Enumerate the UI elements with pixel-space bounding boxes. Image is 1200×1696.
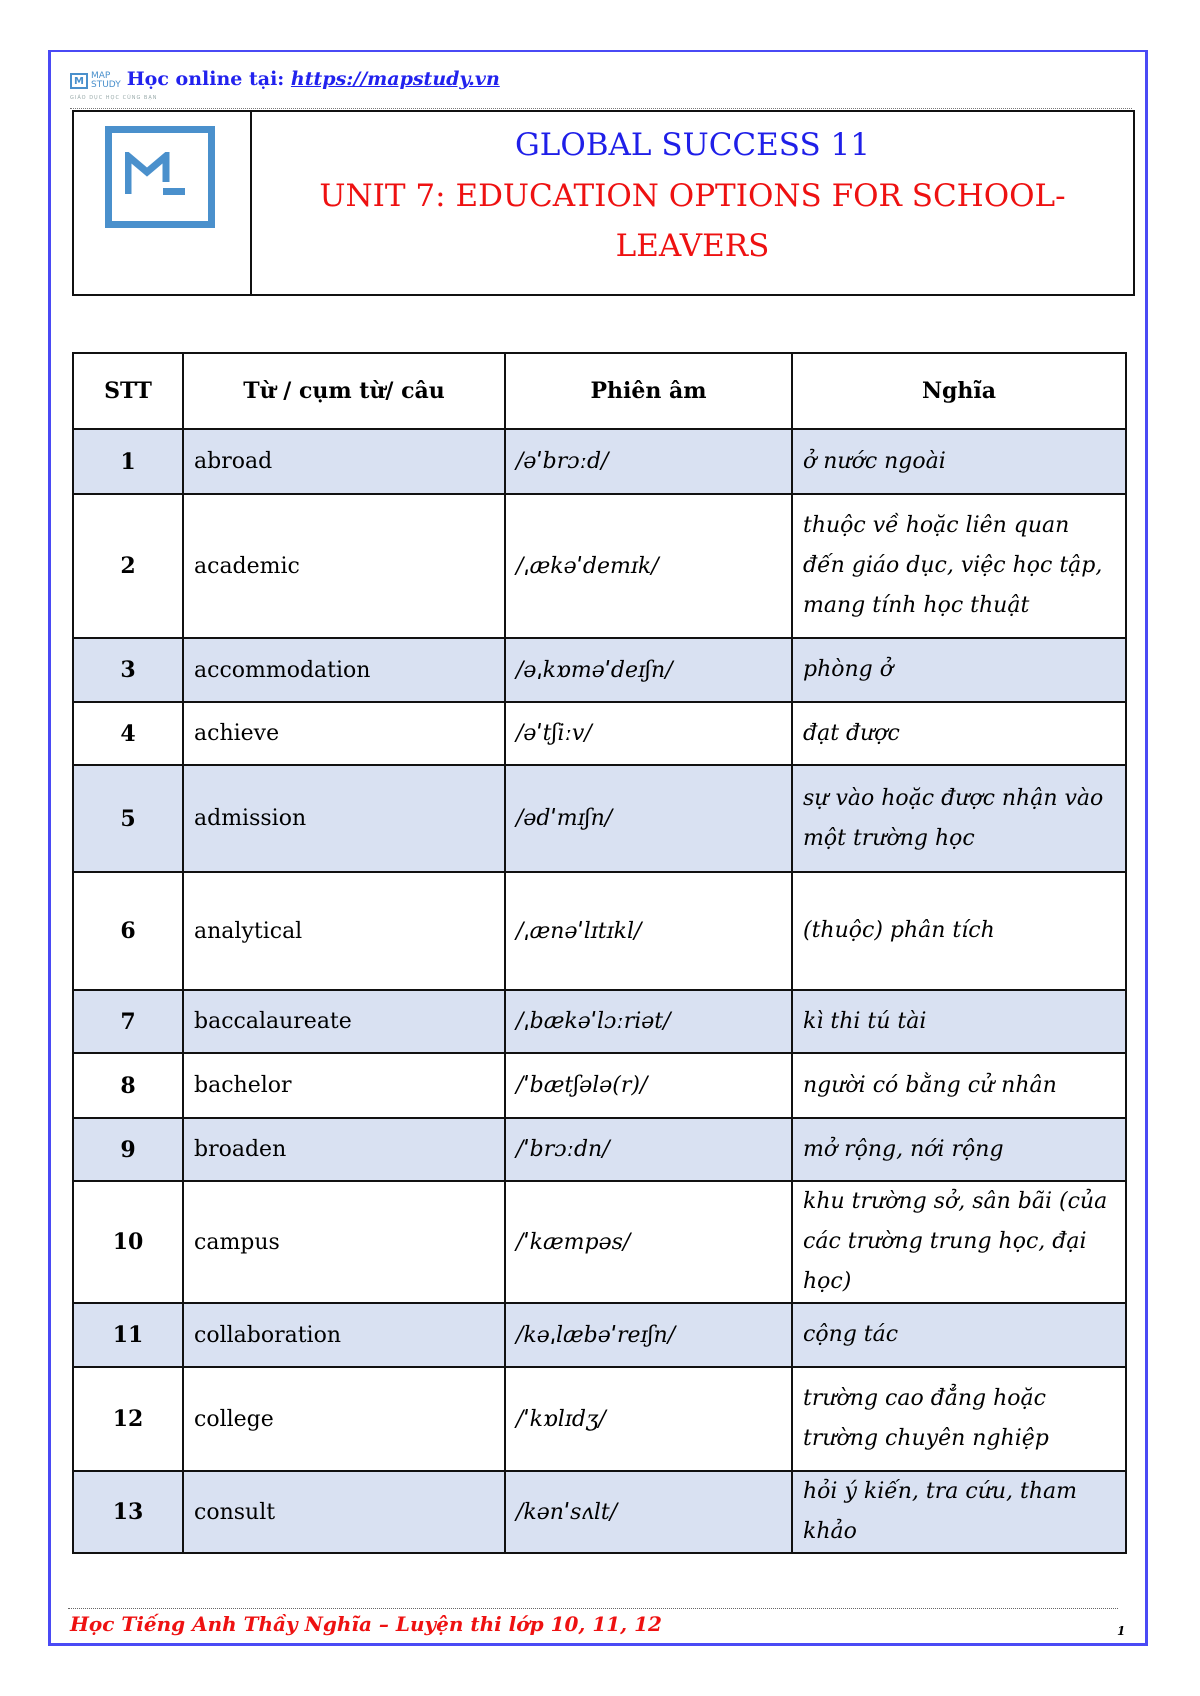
row-meaning: đạt được: [792, 702, 1126, 765]
row-word: abroad: [183, 429, 505, 494]
row-ipa: /əˈbrɔːd/: [505, 429, 792, 494]
col-header-ipa: Phiên âm: [505, 353, 792, 429]
row-word: college: [183, 1367, 505, 1471]
row-ipa: /əˈtʃiːv/: [505, 702, 792, 765]
page-header: [70, 68, 500, 90]
row-number: 11: [73, 1303, 183, 1367]
row-meaning: mở rộng, nới rộng: [792, 1118, 1126, 1181]
row-ipa: /kənˈsʌlt/: [505, 1471, 792, 1553]
row-meaning: sự vào hoặc được nhận vào một trường học: [792, 765, 1126, 872]
mapstudy-logo-small: [70, 72, 121, 90]
col-header-stt: STT: [73, 353, 183, 429]
row-word: baccalaureate: [183, 990, 505, 1053]
row-word: achieve: [183, 702, 505, 765]
row-ipa: /kəˌlæbəˈreɪʃn/: [505, 1303, 792, 1367]
row-meaning: trường cao đẳng hoặc trường chuyên nghiệp: [792, 1367, 1126, 1471]
page-number: 1: [1117, 1624, 1126, 1638]
row-ipa: /ˈbætʃələ(r)/: [505, 1053, 792, 1118]
footer-text: Học Tiếng Anh Thầy Nghĩa – Luyện thi lớp 10, 11, 12: [70, 1612, 662, 1636]
table-row: [73, 1367, 1126, 1471]
row-word: campus: [183, 1181, 505, 1303]
online-label: Học online tại:: [126, 68, 291, 90]
unit-title-line2: LEAVERS: [615, 228, 770, 264]
row-word: broaden: [183, 1118, 505, 1181]
row-meaning: thuộc về hoặc liên quan đến giáo dục, việc học tập, mang tính học thuật: [792, 494, 1126, 638]
row-number: 2: [73, 494, 183, 638]
mapstudy-link[interactable]: https://mapstudy.vn: [290, 68, 500, 90]
row-word: bachelor: [183, 1053, 505, 1118]
logo-subtitle: GIÁO DỤC HỌC CÙNG BẠN: [70, 95, 158, 101]
table-row: [73, 872, 1126, 990]
table-row: [73, 1303, 1126, 1367]
footer-divider: [68, 1608, 1118, 1609]
row-ipa: /ˈkæmpəs/: [505, 1181, 792, 1303]
row-number: 13: [73, 1471, 183, 1553]
table-row: [73, 1471, 1126, 1553]
title-logo-cell: [74, 112, 252, 294]
col-header-meaning: Nghĩa: [792, 353, 1126, 429]
row-word: accommodation: [183, 638, 505, 702]
row-number: 8: [73, 1053, 183, 1118]
row-word: consult: [183, 1471, 505, 1553]
row-meaning: (thuộc) phân tích: [792, 872, 1126, 990]
row-ipa: /ˌbækəˈlɔːriət/: [505, 990, 792, 1053]
row-number: 4: [73, 702, 183, 765]
mapstudy-logo-icon: [105, 126, 215, 228]
row-ipa: /ˈbrɔːdn/: [505, 1118, 792, 1181]
row-word: analytical: [183, 872, 505, 990]
online-label-line: [127, 68, 500, 90]
row-meaning: kì thi tú tài: [792, 990, 1126, 1053]
course-title: GLOBAL SUCCESS 11: [514, 127, 871, 163]
row-ipa: /ˈkɒlɪdʒ/: [505, 1367, 792, 1471]
row-ipa: /ˌækəˈdemɪk/: [505, 494, 792, 638]
row-number: 5: [73, 765, 183, 872]
row-number: 3: [73, 638, 183, 702]
row-number: 12: [73, 1367, 183, 1471]
unit-title-line1: UNIT 7: EDUCATION OPTIONS FOR SCHOOL-: [319, 178, 1066, 214]
row-number: 10: [73, 1181, 183, 1303]
row-word: admission: [183, 765, 505, 872]
row-meaning: ở nước ngoài: [792, 429, 1126, 494]
row-meaning: hỏi ý kiến, tra cứu, tham khảo: [792, 1471, 1126, 1553]
title-box: [72, 110, 1135, 296]
vocabulary-table: [72, 352, 1127, 1554]
table-row: [73, 494, 1126, 638]
row-word: academic: [183, 494, 505, 638]
row-meaning: cộng tác: [792, 1303, 1126, 1367]
row-ipa: /ˌænəˈlɪtɪkl/: [505, 872, 792, 990]
table-row: [73, 990, 1126, 1053]
table-row: [73, 1181, 1126, 1303]
col-header-word: Từ / cụm từ/ câu: [183, 353, 505, 429]
row-meaning: khu trường sở, sân bãi (của các trường trung học, đại học): [792, 1181, 1126, 1303]
row-number: 1: [73, 429, 183, 494]
table-row: [73, 702, 1126, 765]
table-header-row: [73, 353, 1126, 429]
table-row: [73, 638, 1126, 702]
logo-m-icon: M: [70, 73, 88, 89]
table-row: [73, 1053, 1126, 1118]
logo-text-top: MAP: [91, 71, 111, 81]
row-number: 6: [73, 872, 183, 990]
row-number: 9: [73, 1118, 183, 1181]
header-divider: [70, 108, 1132, 109]
table-row: [73, 1118, 1126, 1181]
row-ipa: /əˌkɒməˈdeɪʃn/: [505, 638, 792, 702]
row-word: collaboration: [183, 1303, 505, 1367]
row-meaning: phòng ở: [792, 638, 1126, 702]
title-text-cell: [252, 112, 1133, 294]
row-meaning: người có bằng cử nhân: [792, 1053, 1126, 1118]
table-row: [73, 429, 1126, 494]
row-number: 7: [73, 990, 183, 1053]
table-row: [73, 765, 1126, 872]
row-ipa: /ədˈmɪʃn/: [505, 765, 792, 872]
logo-text-bottom: STUDY: [91, 80, 121, 90]
